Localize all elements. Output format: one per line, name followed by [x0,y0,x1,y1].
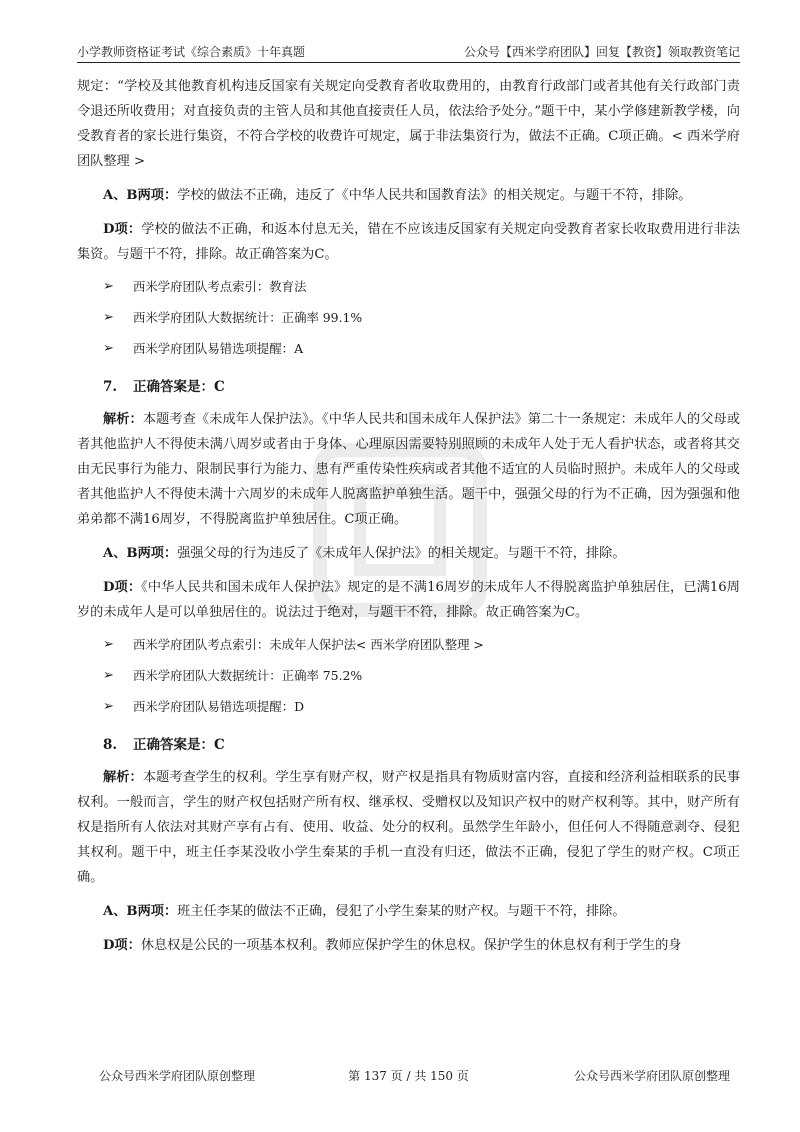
option-label: D项： [103,580,142,595]
paragraph [77,933,740,958]
paragraph [77,575,740,625]
option-text: 强强父母的行为违反了《未成年人保护法》的相关规定。与题干不符，排除。 [177,546,626,561]
option-label: D项： [103,222,142,237]
list-item: ➢ 西米学府团队大数据统计：正确率 99.1% [103,307,740,328]
option-label: A、B两项： [103,188,178,203]
answer-label: 正确答案是：C [133,737,225,753]
arrow-bullet-icon: ➢ [103,637,114,652]
arrow-bullet-icon: ➢ [103,668,114,683]
analysis-text: 本题考查《未成年人保护法》。《中华人民共和国未成年人保护法》第二十一条规定：未成年人的父母或者其他监护人不得使未满八周岁或者由于身体、心理原因需要特别照顾的未成年人处于无人看护状态，或者将其交由无民事行为能力、限制民事行为能力、患有严重传染性疾病或者其他不适宜的人员临时照护。未成年人的父母或者其他监护人不得使未满十六周岁的未成年人脱离监护单独生活。题干中，强强父母的行为不正确，因为强强和他弟弟都不满16周岁，不得脱离监护单独居住。C项正确。 [77,412,741,527]
header-promo: 公众号【西米学府团队】回复【教资】领取教资笔记 [463,45,740,59]
list-item: ➢ 西米学府团队易错选项提醒：D [103,696,740,717]
option-label: A、B两项： [103,904,178,919]
question-number: 8. [103,737,118,753]
option-text: 学校的做法不正确，和返本付息无关，错在不应该违反国家有关规定向受教育者家长收取费用进行非法集资。与题干不符，排除。故正确答案为C。 [77,222,741,262]
list-item: ➢ 西米学府团队大数据统计：正确率 75.2% [103,665,740,686]
list-item: ➢ 西米学府团队易错选项提醒：A [103,338,740,359]
footer-right-credit: 公众号西米学府团队原创整理 [573,1069,730,1083]
option-text: 休息权是公民的一项基本权利。教师应保护学生的休息权。保护学生的休息权有利于学生的身 [140,938,682,953]
page-header [77,40,740,63]
header-title: 小学教师资格证考试《综合素质》十年真题 [77,45,306,59]
option-text: 班主任李某的做法不正确，侵犯了小学生秦某的财产权。与题干不符，排除。 [177,904,626,919]
list-item: ➢ 西米学府团队考点索引：未成年人保护法< 西米学府团队整理 > [103,634,740,655]
paragraph [77,183,740,208]
option-label: D项： [103,938,141,953]
question-number: 7. [103,379,118,395]
arrow-bullet-icon: ➢ [103,310,114,325]
page-number: 第 137 页 / 共 150 页 [348,1069,469,1083]
analysis-label: 解析： [103,770,143,785]
paragraph [77,541,740,566]
arrow-bullet-icon: ➢ [103,341,114,356]
footer-left-credit: 公众号西米学府团队原创整理 [99,1069,256,1083]
option-label: A、B两项： [103,546,178,561]
analysis-text: 本题考查学生的权利。学生享有财产权，财产权是指具有物质财富内容，直接和经济利益相联系的民事权利。一般而言，学生的财产权包括财产所有权、继承权、受赠权以及知识产权中的财产权利等。其中，财产所有权是指所有人依法对其财产享有占有、使用、收益、处分的权利。虽然学生年龄小，但任何人不得随意剥夺、侵犯其权利。题干中，班主任李某没收小学生秦某的手机一直没有归还，做法不正确，侵犯了学生的财产权。C项正确。 [77,770,741,885]
document-body [77,74,740,967]
paragraph [77,407,740,532]
paragraph [77,765,740,890]
analysis-label: 解析： [103,412,143,427]
paragraph: 规定：“学校及其他教育机构违反国家有关规定向受教育者收取费用的，由教育行政部门或者其他有关行政部门责令退还所收费用；对直接负责的主管人员和其他直接责任人员，依法给予处分。”题干中，某小学修建新教学楼，向受教育者的家长进行集资，不符合学校的收费许可规定，属于非法集资行为，做法不正确。C项正确。< 西米学府团队整理 > [77,79,740,169]
list-item: ➢ 西米学府团队考点索引：教育法 [103,276,740,297]
option-text: 《中华人民共和国未成年人保护法》规定的是不满16周岁的未成年人不得脱离监护单独居住，已满16周岁的未成年人是可以单独居住的。说法过于绝对，与题干不符，排除。故正确答案为C。 [77,580,740,620]
arrow-bullet-icon: ➢ [103,279,114,294]
question-heading [103,375,740,399]
paragraph [77,217,740,267]
option-text: 学校的做法不正确，违反了《中华人民共和国教育法》的相关规定。与题干不符，排除。 [177,188,692,203]
paragraph [77,899,740,924]
question-heading [103,733,740,757]
arrow-bullet-icon: ➢ [103,699,114,714]
answer-label: 正确答案是：C [133,379,225,395]
